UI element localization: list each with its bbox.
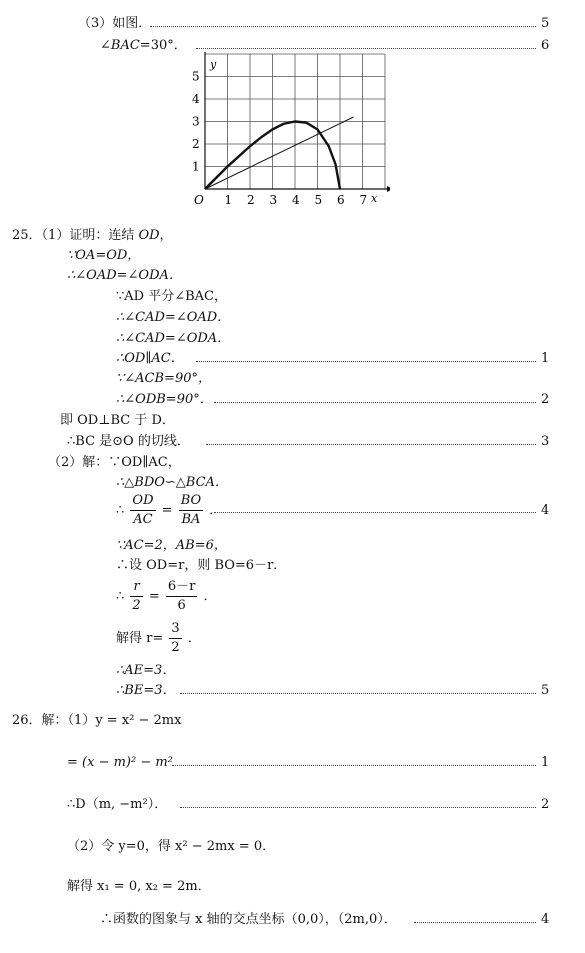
score-mark: 2 [541,797,550,812]
x-tick-label: 2 [247,193,255,207]
y-tick-label: 3 [192,114,200,129]
q25-step: ∴BE=3． [116,683,176,698]
q25-step: ∵OA=OD， [67,248,141,263]
y-tick-label: 5 [192,69,200,84]
score-mark: 6 [541,38,550,53]
score-leader [214,512,536,513]
q26-part2: （2）令 y=0，得 x² − 2mx = 0． [67,839,276,854]
score-mark: 5 [541,16,550,31]
score-mark: 3 [541,434,550,449]
q25-step: ∵∠ACB=90°， [116,371,211,386]
ratio-equation: ∴ $\frac{OD}{AC}$ = $\frac{BO}{BA}$ ． [116,493,223,527]
score-leader [196,48,536,49]
q25-step: ∴△BDO∽△BCA． [116,475,228,490]
q25-part2: （2）解：∵OD∥AC， [48,455,181,470]
x-tick-label: 4 [292,193,300,207]
x-axis-label: x [371,192,378,205]
q25-step: ∴∠CAD=∠ODA． [116,331,231,346]
q24-part3-label: （3）如图． [78,16,152,31]
angle-result: ∠BAC=30°． [100,38,187,53]
x-tick-label: 7 [359,193,368,207]
q26-step: ∴D（m, −m²）． [67,797,168,812]
q25-step: ∴设 OD=r，则 BO=6－r． [116,558,287,573]
q26-step: 解得 x₁ = 0, x₂ = 2m． [67,879,211,894]
q25-step: ∵AC=2，AB=6， [116,538,227,553]
score-leader [150,26,536,27]
x-tick-label: 1 [224,193,233,207]
proportion-equation: ∴ $\frac{r}{2}$ = $\frac{6-r}{6}$ ． [116,579,217,613]
x-tick-label: 3 [269,193,278,207]
score-leader [414,922,536,923]
x-tick-label: 6 [337,193,345,207]
q25-step: 即 OD⊥BC 于 D． [60,413,175,428]
x-axis-arrow [387,186,390,192]
score-mark: 1 [541,755,550,770]
y-axis-label: y [210,58,217,71]
score-mark: 4 [541,912,550,927]
score-leader [180,693,536,694]
score-leader [206,444,536,445]
q25-step: ∵AD 平分∠BAC， [116,289,227,304]
q25-step: ∴AE=3． [116,663,176,678]
q25-step: ∴∠OAD=∠ODA． [67,268,182,283]
score-leader [172,765,536,766]
q25-step: ∴∠ODB=90°． [116,392,213,407]
q25-step: ∴∠CAD=∠OAD． [116,310,231,325]
score-leader [196,361,536,362]
function-graph [185,52,390,212]
q25-step: ∴BC 是⊙O 的切线． [67,434,190,449]
q26-step: ∴函数的图象与 x 轴的交点坐标（0,0），（2m,0）． [100,912,397,927]
y-tick-label: 2 [192,137,200,151]
score-mark: 2 [541,392,550,407]
solve-r: 解得 r= $\frac{3}{2}$ ． [116,621,201,655]
y-tick-label: 4 [192,92,200,106]
q26-step: = (x − m)² − m² [67,755,173,770]
x-tick-label: 5 [314,193,323,207]
tick-labels [192,70,367,208]
q26-heading: 26．解：（1）y = x² − 2mx [12,713,182,728]
score-mark: 4 [541,503,550,518]
q25-heading: 25．（1）证明：连结 OD， [12,228,173,243]
score-leader [180,807,536,808]
y-tick-label: 1 [192,159,200,174]
score-mark: 5 [541,683,550,698]
score-leader [214,402,536,403]
origin-label: O [194,193,204,207]
score-mark: 1 [541,351,550,366]
q25-step: ∴OD∥AC． [116,351,184,366]
